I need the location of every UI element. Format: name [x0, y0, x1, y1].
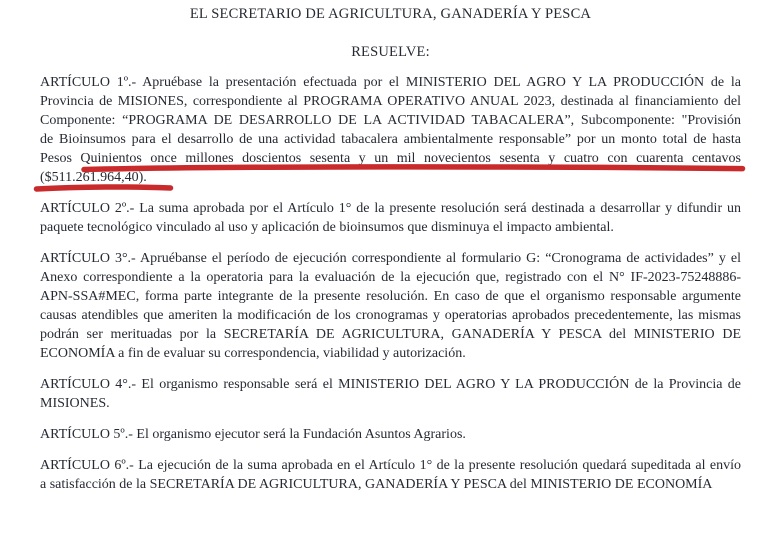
doc-line: APN-SSA#MEC, forma parte integrante de la presente resolución. En caso de que el organismo responsable argumente — [40, 289, 741, 304]
document-body — [40, 73, 741, 494]
doc-line: Provincia de MISIONES, correspondiente al PROGRAMA OPERATIVO ANUAL 2023, destinada al financiamiento del — [40, 94, 741, 109]
paragraph-articulo-5 — [40, 425, 741, 444]
resolution-document — [40, 5, 741, 506]
paragraph-articulo-6 — [40, 456, 741, 494]
doc-line: de Bioinsumos para el desarrollo de una actividad tabacalera ambientalmente responsable” por un monto total de hasta — [40, 132, 741, 147]
doc-line: Componente: “PROGRAMA DE DESARROLLO DE LA ACTIVIDAD TABACALERA”, Subcomponente: "Provisión — [40, 113, 741, 128]
doc-line: Pesos Quinientos once millones doscientos sesenta y un mil novecientos sesenta y cuatro con cuarenta centavos — [40, 151, 741, 166]
paragraph-articulo-4 — [40, 375, 741, 413]
doc-line: ARTÍCULO 5º.- El organismo ejecutor será la Fundación Asuntos Agrarios. — [40, 427, 466, 442]
doc-line: causas atendibles que ameriten la modificación de los cronogramas y operatorias aprobados precedentemente, las mismas — [40, 308, 741, 323]
doc-line: Anexo correspondiente a la operatoria para la evaluación de la ejecución que, registrado con el N° IF-2023-75248886- — [40, 270, 741, 285]
doc-line: ARTÍCULO 6º.- La ejecución de la suma aprobada en el Artículo 1° de la presente resolución quedará supeditada al envío — [40, 458, 741, 473]
paragraph-articulo-3 — [40, 249, 741, 363]
doc-line: MISIONES. — [40, 396, 110, 411]
paragraph-articulo-2 — [40, 199, 741, 237]
doc-line: ARTÍCULO 3°.- Apruébanse el período de ejecución correspondiente al formulario G: “Cronograma de actividades” y el — [40, 251, 741, 266]
doc-line: ($511.261.964,40). — [40, 170, 147, 185]
doc-line: paquete tecnológico vinculado al uso y aplicación de bioinsumos que disminuya el impacto ambiental. — [40, 220, 614, 235]
resolve-label: RESUELVE: — [351, 44, 430, 60]
document-heading: EL SECRETARIO DE AGRICULTURA, GANADERÍA Y PESCA — [189, 6, 592, 22]
doc-line: ARTÍCULO 2º.- La suma aprobada por el Artículo 1° de la presente resolución será destinada a desarrollar y difundir un — [40, 201, 741, 216]
doc-line: podrán ser merituadas por la SECRETARÍA DE AGRICULTURA, GANADERÍA Y PESCA del MINISTERIO DE — [40, 327, 741, 342]
paragraph-articulo-1 — [40, 73, 741, 187]
doc-line: ARTÍCULO 1º.- Apruébase la presentación efectuada por el MINISTERIO DEL AGRO Y LA PRODUCCIÓN de la — [40, 75, 741, 90]
doc-line: a satisfacción de la SECRETARÍA DE AGRICULTURA, GANADERÍA Y PESCA del MINISTERIO DE ECONOMÍA — [40, 477, 713, 492]
doc-line: ARTÍCULO 4°.- El organismo responsable será el MINISTERIO DEL AGRO Y LA PRODUCCIÓN de la Provincia de — [40, 377, 741, 392]
doc-line: ECONOMÍA a fin de evaluar su correspondencia, viabilidad y autorización. — [40, 346, 466, 361]
